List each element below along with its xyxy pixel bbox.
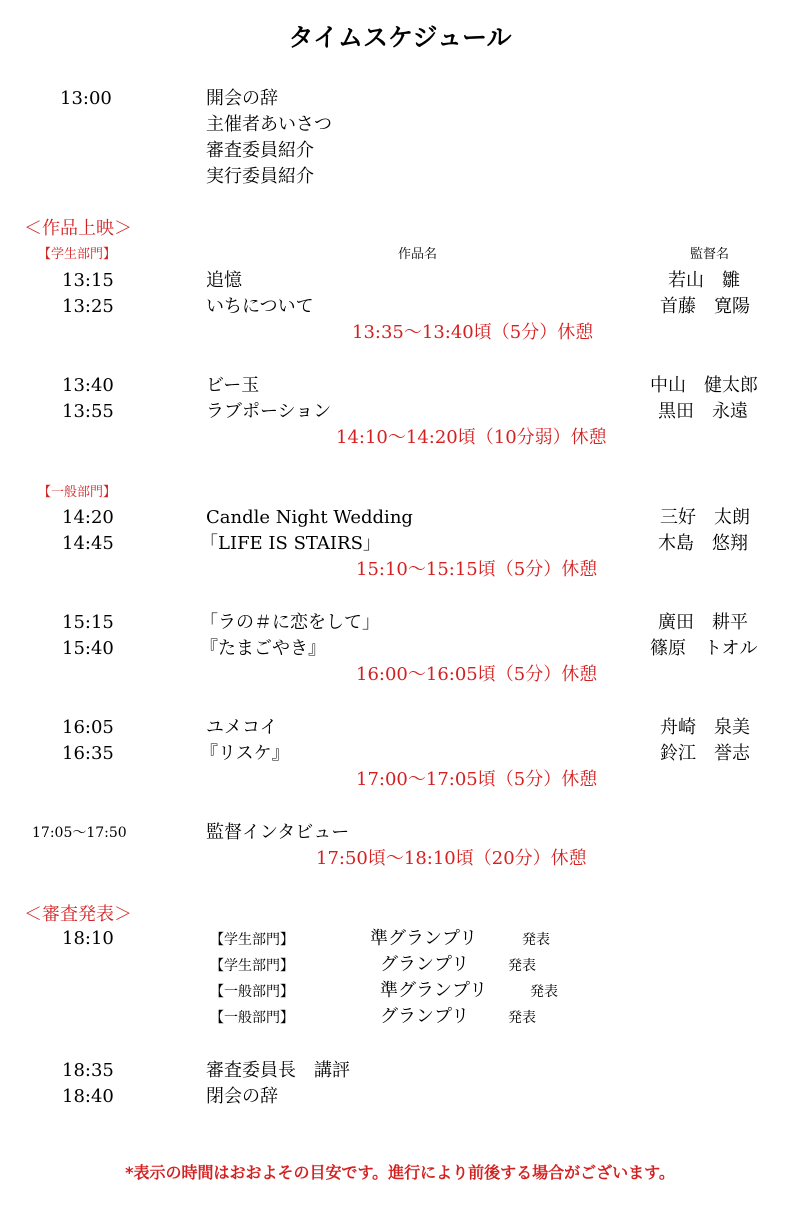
judging-award: グランプリ [380, 1006, 470, 1027]
student-dept-label: 【学生部門】 [38, 247, 117, 262]
row-title: 「ラの＃に恋をして」 [200, 612, 380, 633]
row-title: ラブポーション [206, 401, 332, 422]
row-director: 若山 雛 [668, 270, 740, 291]
opening-item: 実行委員紹介 [206, 166, 314, 187]
judging-award: 準グランプリ [370, 928, 478, 949]
row-time: 13:55 [62, 401, 114, 422]
interview-time: 17:05～17:50 [32, 825, 127, 841]
judging-dept: 【一般部門】 [210, 1010, 294, 1026]
judging-dept: 【一般部門】 [210, 984, 294, 1000]
judging-dept: 【学生部門】 [210, 932, 294, 948]
row-time: 15:15 [62, 612, 114, 633]
row-time: 14:20 [62, 507, 114, 528]
row-title: 『リスケ』 [200, 743, 290, 764]
judging-note: 発表 [508, 958, 536, 974]
row-director: 鈴江 誉志 [660, 743, 750, 764]
column-header-director: 監督名 [690, 247, 730, 262]
row-time: 15:40 [62, 638, 114, 659]
row-director: 舟崎 泉美 [660, 717, 750, 738]
row-time: 16:05 [62, 717, 114, 738]
row-title: 追憶 [206, 270, 242, 291]
row-title: いちについて [206, 296, 314, 317]
closing-label: 審査委員長 講評 [206, 1060, 350, 1081]
judging-note: 発表 [508, 1010, 536, 1026]
row-director: 首藤 寛陽 [660, 296, 750, 317]
break-text: 16:00～16:05頃（5分）休憩 [356, 664, 598, 685]
row-title: 「LIFE IS STAIRS」 [200, 533, 381, 554]
judging-time: 18:10 [62, 928, 114, 949]
row-director: 三好 太朗 [660, 507, 750, 528]
row-title: Candle Night Wedding [206, 507, 413, 528]
closing-label: 閉会の辞 [206, 1086, 278, 1107]
closing-time: 18:35 [62, 1060, 114, 1081]
row-time: 13:40 [62, 375, 114, 396]
judging-award: 準グランプリ [380, 980, 488, 1001]
row-director: 黒田 永遠 [658, 401, 748, 422]
break-text: 17:00～17:05頃（5分）休憩 [356, 769, 598, 790]
judging-note: 発表 [522, 932, 550, 948]
screening-header: ＜作品上映＞ [24, 218, 132, 239]
break-text: 13:35～13:40頃（5分）休憩 [352, 322, 594, 343]
page-title: タイムスケジュール [288, 23, 512, 52]
row-time: 13:15 [62, 270, 114, 291]
interview-label: 監督インタビュー [206, 822, 350, 843]
row-director: 廣田 耕平 [658, 612, 748, 633]
judging-note: 発表 [530, 984, 558, 1000]
opening-time: 13:00 [60, 88, 112, 109]
closing-time: 18:40 [62, 1086, 114, 1107]
break-text: 17:50頃～18:10頃（20分）休憩 [316, 848, 587, 869]
row-time: 13:25 [62, 296, 114, 317]
row-time: 16:35 [62, 743, 114, 764]
row-time: 14:45 [62, 533, 114, 554]
judging-dept: 【学生部門】 [210, 958, 294, 974]
column-header-work: 作品名 [398, 247, 438, 262]
row-title: 『たまごやき』 [200, 638, 326, 659]
row-title: ビー玉 [206, 375, 260, 396]
break-text: 15:10～15:15頃（5分）休憩 [356, 559, 598, 580]
row-director: 中山 健太郎 [650, 375, 758, 396]
judging-header: ＜審査発表＞ [24, 904, 132, 925]
opening-item: 審査委員紹介 [206, 140, 314, 161]
row-director: 木島 悠翔 [658, 533, 748, 554]
row-director: 篠原 トオル [650, 638, 758, 659]
opening-item: 開会の辞 [206, 88, 278, 109]
general-dept-label: 【一般部門】 [38, 485, 117, 500]
row-title: ユメコイ [206, 717, 278, 738]
footnote: *表示の時間はおおよその目安です。進行により前後する場合がございます。 [125, 1163, 675, 1182]
opening-item: 主催者あいさつ [206, 114, 332, 135]
break-text: 14:10～14:20頃（10分弱）休憩 [336, 427, 607, 448]
judging-award: グランプリ [380, 954, 470, 975]
